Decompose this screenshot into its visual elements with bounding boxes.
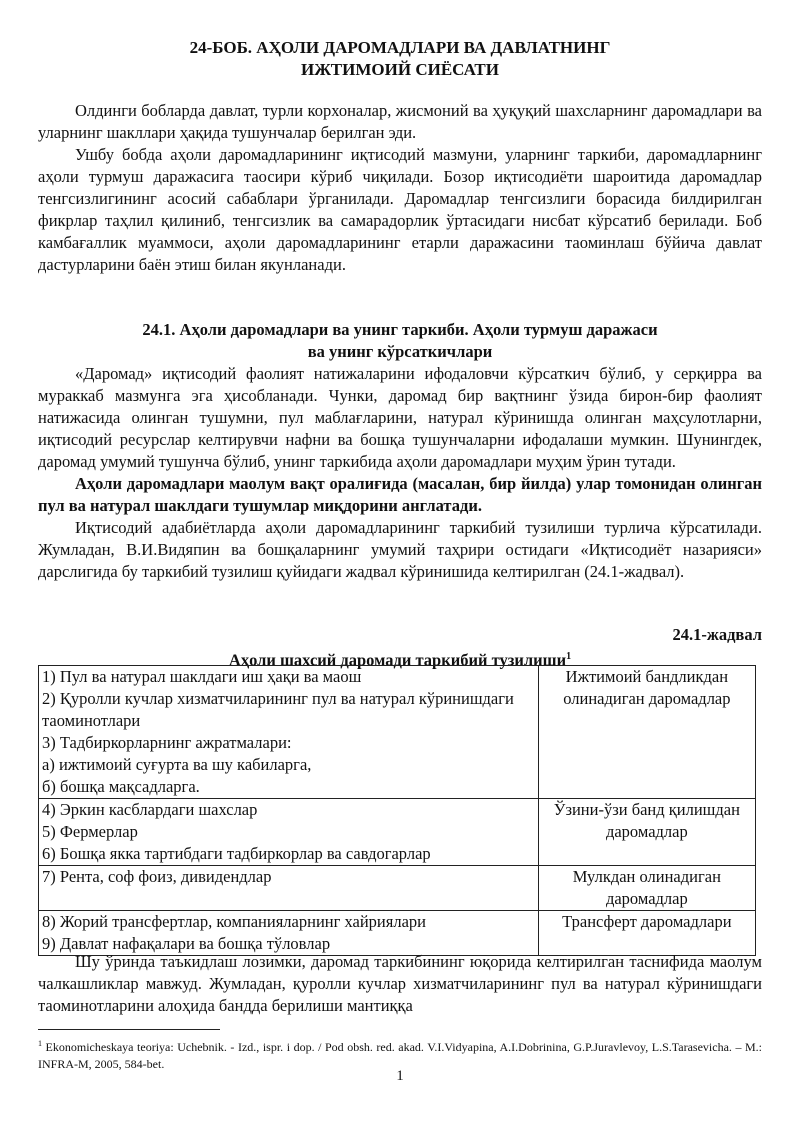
chapter-title: [38, 37, 762, 81]
table-item: 5) Фермерлар: [42, 822, 138, 841]
table-item: 7) Рента, соф фоиз, дивидендлар: [42, 867, 272, 886]
table-row: [39, 911, 756, 956]
chapter-title-line-1: 24-БОБ. АҲОЛИ ДАРОМАДЛАРИ ВА ДАВЛАТНИНГ: [189, 38, 611, 57]
table-item: 8) Жорий трансфертлар, компанияларнинг хайриялари: [42, 912, 426, 931]
table-item: 1) Пул ва натурал шаклдаги иш ҳақи ва маош: [42, 667, 362, 686]
chapter-title-line-2: ИЖТИМОИЙ СИЁСАТИ: [301, 60, 499, 79]
after-table-text: [38, 951, 762, 1017]
section-title-line-2: ва унинг кўрсаткичлари: [307, 342, 493, 361]
table-cell-category: Ўзини-ўзи банд қилишдан даромадлар: [538, 799, 755, 866]
footnote-reference: 1: [566, 651, 572, 662]
intro-paragraph-2: Ушбу бобда аҳоли даромадларининг иқтисодий мазмуни, уларнинг таркиби, даромадларнинг аҳоли турмуш даражасига таосири кўриб чиқилади. Бозор иқтисодиёти шароитида даромадлар тенгсизлигининг асосий сабаблари ўрганилади. Даромадлар тенгсизлиги борасида билдирилган фикрлар таҳлил қилиниб, тенгсизлик ва самарадорлик ўртасидаги нисбат кўрсатиб берилади. Боб камбағаллик муаммоси, аҳоли даромадларининг етарли даражасини таоминлаш бўйича давлат дастурларини баён этиш билан якунланади.: [38, 145, 762, 274]
table-label: 24.1-жадвал: [672, 625, 762, 644]
table-item: а) ижтимоий суғурта ва шу кабиларга,: [42, 755, 312, 774]
intro-text: [38, 100, 762, 276]
table-item: 6) Бошқа якка тартибдаги тадбиркорлар ва савдогарлар: [42, 844, 431, 863]
section-paragraph-3: Иқтисодий адабиётларда аҳоли даромадларининг таркибий тузилиши турлича кўрсатилади. Жумладан, В.И.Видяпин ва бошқаларнинг умумий таҳрири остидаги «Иқтисодиёт назарияси» дарслигида бу таркибий тузилиш қуйидаги жадвал кўринишида келтирилган (24.1-жадвал).: [38, 518, 762, 581]
section-paragraph-1: «Даромад» иқтисодий фаолият натижаларини ифодаловчи кўрсаткич бўлиб, у серқирра ва мураккаб мазмунга эга ҳисобланади. Чунки, даромад бир вақтнинг ўзида бирон-бир фаолият натижасида олинган тушумни, пул маблағларини, натурал кўринишда олинган маҳсулотларни, иқтисодий ресурслар келтирувчи нафни ва бошқа тушунчаларни ифодалаши мумкин. Шунингдек, даромад умумий тушунча бўлиб, унинг таркибида аҳоли даромадлари муҳим ўрин тутади.: [38, 364, 762, 471]
intro-paragraph-1: Олдинги бобларда давлат, турли корхоналар, жисмоний ва ҳуқуқий шахсларнинг даромадлари ва уларнинг шакллари ҳақида тушунчалар берилган эди.: [38, 101, 762, 142]
table-row: [39, 666, 756, 799]
table-title-text: Аҳоли шахсий даромади таркибий тузилиши: [228, 650, 567, 670]
table-item: 4) Эркин касблардаги шахслар: [42, 800, 258, 819]
table-cell-category: Ижтимоий бандликдан олинадиган даромадлар: [538, 666, 755, 799]
table-item: б) бошқа мақсадларга.: [42, 777, 200, 796]
footnote-text: Ekonomicheskaya teoriya: Uchebnik. - Izd., ispr. i dop. / Pod obsh. red. akad. V.I.Vidyapina, A.I.Dobrinina, G.P.Juravlevoy, L.S.Tarasevicha. – M.: INFRA-M, 2005, 584-bet.: [38, 1040, 762, 1071]
section-title-line-1: 24.1. Аҳоли даромадлари ва унинг таркиби. Аҳоли турмуш даражаси: [142, 320, 658, 339]
definition-paragraph: Аҳоли даромадлари маолум вақт оралиғида (масалан, бир йилда) улар томонидан олинган пул ва натурал шаклдаги тушумлар миқдорини англатади.: [38, 474, 762, 515]
section-body: [38, 363, 762, 583]
table-cell-items: [39, 866, 539, 911]
table-cell-items: [39, 911, 539, 956]
footnote-divider: [38, 1029, 220, 1030]
page-number: 1: [396, 1068, 404, 1084]
table-row: [39, 799, 756, 866]
table-row: [39, 866, 756, 911]
table-cell-items: [39, 666, 539, 799]
table-cell-category: Трансферт даромадлари: [538, 911, 755, 956]
footnote-mark: 1: [38, 1039, 42, 1048]
table-item: 3) Тадбиркорларнинг ажратмалари:: [42, 733, 292, 752]
table-cell-category: Мулкдан олинадиган даромадлар: [538, 866, 755, 911]
after-table-paragraph: Шу ўринда таъкидлаш лозимки, даромад таркибининг юқорида келтирилган таснифида маолум чалкашликлар мавжуд. Жумладан, қуролли кучлар хизматчиларининг пул ва натурал кўринишдаги таоминотларини алоҳида бандда берилиши мантиққа: [38, 952, 762, 1015]
income-structure-table: [38, 665, 756, 956]
table-item: 9) Давлат нафақалари ва бошқа тўловлар: [42, 934, 331, 953]
table-item: 2) Қуролли кучлар хизматчиларининг пул ва натурал кўринишдаги таоминотлари: [42, 689, 514, 730]
section-title: [38, 319, 762, 363]
table-cell-items: [39, 799, 539, 866]
